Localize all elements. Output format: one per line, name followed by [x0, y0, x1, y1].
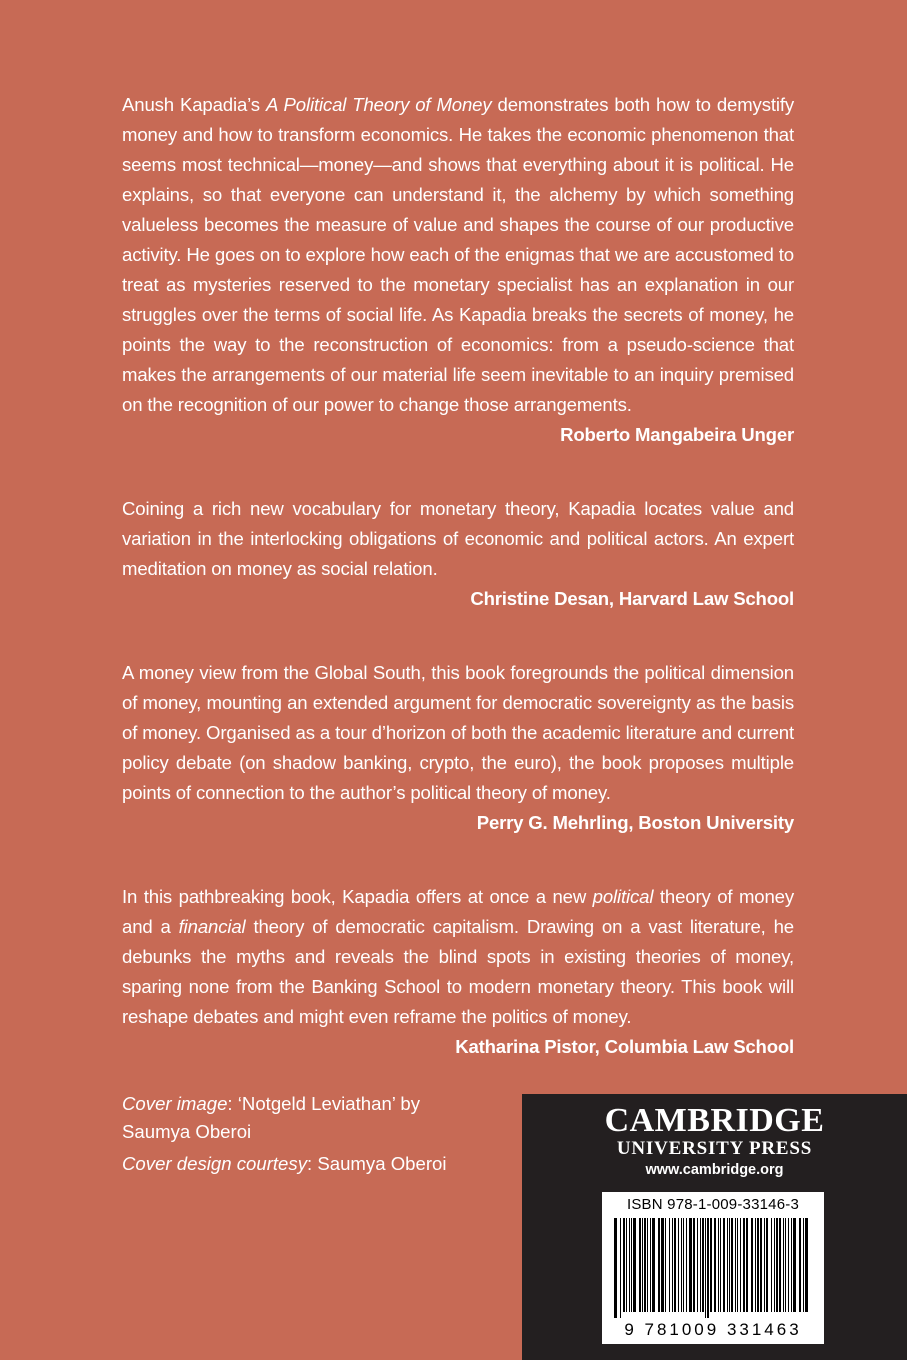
barcode-bar [766, 1218, 768, 1312]
barcode-bar [702, 1218, 704, 1312]
isbn-label: ISBN 978-1-009-33146-3 [626, 1196, 799, 1213]
endorsement-text [122, 882, 794, 1032]
barcode-bar [652, 1218, 655, 1312]
barcode-bar [710, 1218, 712, 1312]
barcode-bar [774, 1218, 775, 1312]
cover-design-credit [122, 1150, 482, 1178]
barcode-bar [791, 1218, 792, 1312]
cover-credits [122, 1090, 482, 1182]
barcode-bar [620, 1218, 621, 1318]
barcode-bar [681, 1218, 682, 1312]
barcode-bar [639, 1218, 641, 1312]
endorsement-attribution: Roberto Mangabeira Unger [560, 424, 794, 445]
barcode-bar [693, 1218, 695, 1312]
barcode-bar [647, 1218, 648, 1312]
barcode-bar [614, 1218, 617, 1318]
endorsement-text: Coining a rich new vocabulary for monetary theory, Kapadia locates value and variation in the interlocking obligations of economic and political actors. An expert meditation on money as social relation. [122, 498, 794, 579]
barcode-bar [723, 1218, 725, 1312]
barcode-bar [626, 1218, 627, 1312]
text-span: demonstrates both how to demystify money and how to transform economics. He takes the economic phenomenon that seems most technical—money—and shows that everything about it is political. He explains, so that everyone can understand it, the alchemy by which something valueless becomes the measure of value and shapes the course of our productive activity. He goes on to explore how each of the enigmas that we are accustomed to treat as mysteries reserved to the monetary specialist has an explanation in our struggles over the terms of social life. As Kapadia breaks the secrets of money, he points the way to the reconstruction of economics: from a pseudo-science that makes the arrangements of our material life seem inevitable to an inquiry premised on the recognition of our power to change those arrangements. [122, 94, 794, 415]
credit-value: : Saumya Oberoi [307, 1153, 447, 1174]
endorsement-attribution: Christine Desan, Harvard Law School [470, 588, 794, 609]
barcode-bar [788, 1218, 789, 1312]
text-span: Anush Kapadia’s [122, 94, 266, 115]
barcode-digits: 9 781009 331463 [624, 1320, 802, 1339]
italic-word: financial [178, 916, 246, 937]
barcode-bar [669, 1218, 670, 1312]
barcode-bar [793, 1218, 796, 1312]
barcode-bar [674, 1218, 676, 1312]
barcode-bar [720, 1218, 721, 1312]
barcode-bar [776, 1218, 778, 1312]
publisher-logo-subtitle: UNIVERSITY PRESS [616, 1138, 813, 1159]
endorsement-mehrling [122, 658, 794, 838]
endorsement-text [122, 90, 794, 420]
barcode-bar [665, 1218, 666, 1312]
text-span: theory of democratic capitalism. Drawing on a vast literature, he debunks the myths and reveals the blind spots in existing theories of money, sparing none from the Banking School to modern monetary theory. This book will reshape debates and might even reframe the politics of money. [122, 916, 794, 1027]
italic-word: political [592, 886, 654, 907]
barcode-bar [631, 1218, 632, 1312]
barcode-bar [729, 1218, 730, 1312]
barcode-bar [764, 1218, 765, 1312]
endorsement-attribution: Katharina Pistor, Columbia Law School [455, 1036, 794, 1057]
barcode-bar [785, 1218, 786, 1312]
publisher-url: www.cambridge.org [645, 1162, 784, 1178]
barcode-bar [743, 1218, 745, 1312]
barcode-bar [672, 1218, 673, 1312]
barcode-bar [689, 1218, 692, 1312]
barcode-bars [612, 1218, 814, 1318]
credit-label: Cover design courtesy [122, 1153, 307, 1174]
endorsement-pistor [122, 882, 794, 1062]
barcode-bar [803, 1218, 804, 1312]
endorsements [122, 90, 794, 1106]
barcode-bar [799, 1218, 801, 1312]
barcode-bar [661, 1218, 664, 1312]
publisher-block [522, 1094, 907, 1360]
barcode-bar [783, 1218, 784, 1312]
barcode-panel [602, 1192, 824, 1344]
barcode-bar [735, 1218, 736, 1312]
cover-image-credit [122, 1090, 482, 1146]
barcode-bar [737, 1218, 738, 1312]
barcode-bar [731, 1218, 733, 1312]
book-title-italic: A Political Theory of Money [265, 94, 492, 115]
barcode-bar [779, 1218, 781, 1312]
barcode-bar [757, 1218, 759, 1312]
endorsement-desan [122, 494, 794, 614]
barcode-bar [805, 1218, 808, 1312]
barcode-bar [697, 1218, 698, 1312]
text-span: In this pathbreaking book, Kapadia offers at once a new [122, 886, 593, 907]
endorsement-attribution: Perry G. Mehrling, Boston University [476, 812, 794, 833]
barcode-bar [642, 1218, 643, 1312]
barcode-bar [760, 1218, 762, 1312]
barcode-bar [714, 1218, 716, 1312]
barcode-bar [707, 1218, 709, 1318]
barcode-bar [771, 1218, 772, 1312]
publisher-logo-name: CAMBRIDGE [604, 1102, 825, 1139]
barcode-bar [746, 1218, 748, 1312]
barcode-bar [650, 1218, 651, 1312]
barcode-bar [644, 1218, 646, 1312]
barcode-bar [658, 1218, 660, 1312]
barcode-bar [686, 1218, 687, 1312]
barcode-bar [629, 1218, 630, 1312]
barcode-bar [633, 1218, 636, 1312]
barcode-bar [705, 1218, 706, 1318]
barcode-bar [727, 1218, 728, 1312]
barcode-bar [740, 1218, 741, 1312]
credit-label: Cover image [122, 1093, 228, 1114]
barcode-bar [623, 1218, 625, 1312]
barcode-bar [683, 1218, 684, 1312]
barcode-bar [718, 1218, 719, 1312]
barcode-bar [751, 1218, 753, 1312]
endorsement-unger [122, 90, 794, 450]
barcode-bar [678, 1218, 679, 1312]
endorsement-text: A money view from the Global South, this book foregrounds the political dimension of money, mounting an extended argument for democratic sovereignty as the basis of money. Organised as a tour d’horizon of both the academic literature and current policy debate (on shadow banking, crypto, the euro), the book proposes multiple points of connection to the author’s political theory of money. [122, 662, 794, 803]
credit-value: : ‘Notgeld Leviathan’ by Saumya Oberoi [122, 1093, 421, 1142]
barcode-bar [755, 1218, 756, 1312]
barcode-bar [700, 1218, 701, 1312]
text-span: theory of money and a [122, 886, 794, 937]
